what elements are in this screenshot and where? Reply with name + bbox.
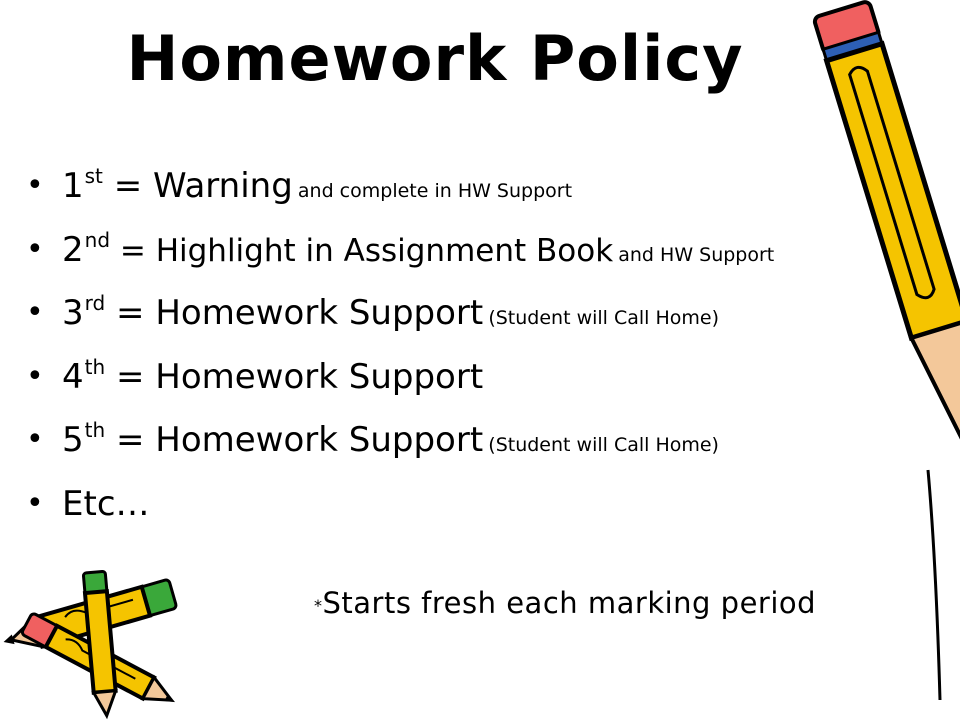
item-suffix: th: [84, 418, 106, 442]
footnote-mark: *: [314, 596, 323, 615]
item-ordinal: 5: [62, 420, 84, 460]
item-main-text: = Highlight in Assignment Book: [110, 232, 614, 269]
item-suffix: rd: [84, 291, 106, 315]
list-item: [26, 222, 906, 286]
list-item: [26, 476, 906, 540]
pencils-icon: [0, 570, 200, 720]
item-main-text: = Warning: [102, 166, 293, 206]
item-suffix: th: [84, 354, 106, 379]
item-suffix: st: [84, 164, 103, 188]
item-main-text: = Homework Support: [105, 356, 484, 397]
bullet-icon: •: [26, 295, 44, 330]
item-main-text: = Homework Support: [105, 420, 484, 460]
bullet-icon: •: [26, 168, 44, 203]
slide-title: Homework Policy: [126, 22, 744, 95]
footnote-text: Starts fresh each marking period: [322, 586, 817, 620]
bullet-icon: •: [26, 231, 44, 267]
list-item: [26, 285, 906, 349]
footnote: [314, 586, 816, 620]
item-note: (Student will Call Home): [488, 434, 719, 456]
item-ordinal: 4: [62, 356, 84, 397]
item-ordinal: 2: [62, 229, 84, 270]
item-suffix: nd: [84, 227, 111, 252]
pencil-icon: [800, 0, 960, 720]
bullet-icon: •: [26, 485, 44, 521]
list-item: [26, 158, 906, 222]
item-note: and HW Support: [618, 243, 775, 266]
item-main-text: = Homework Support: [105, 293, 484, 333]
bullet-icon: •: [26, 358, 44, 394]
item-ordinal: 1: [62, 166, 84, 206]
item-note: and complete in HW Support: [297, 180, 573, 202]
bullet-icon: •: [26, 422, 44, 457]
item-ordinal: 3: [62, 293, 84, 333]
item-note: (Student will Call Home): [488, 307, 720, 329]
list-item: [26, 349, 906, 413]
item-main-text: Etc…: [62, 483, 150, 524]
list-item: [26, 412, 906, 476]
policy-list: [26, 158, 906, 539]
